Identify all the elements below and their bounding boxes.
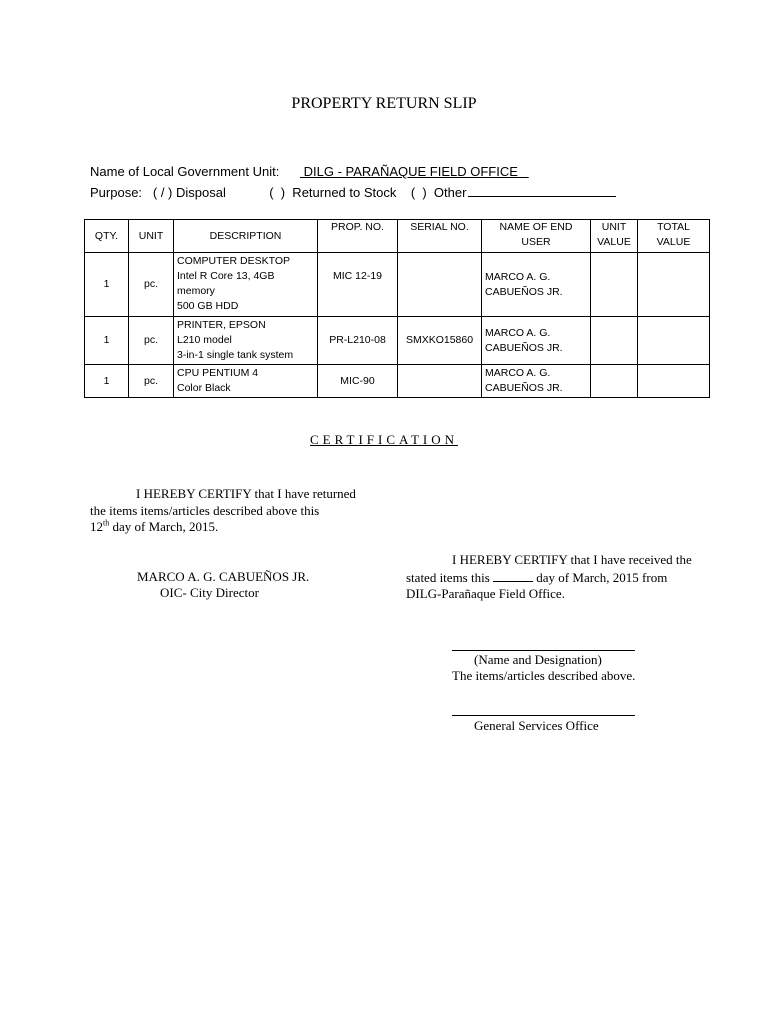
header-prop-no: PROP. NO.	[318, 220, 398, 253]
cert-left-line: I HEREBY CERTIFY that I have returned	[136, 486, 356, 501]
table-row	[85, 365, 710, 398]
purpose-other: ( ) Other	[410, 185, 467, 200]
cell-prop-no: MIC-90	[318, 365, 398, 398]
cell-total-value	[638, 365, 710, 398]
cell-end-user	[482, 317, 591, 365]
cert-right-line	[406, 569, 726, 587]
header-end-user: NAME OF END USER	[482, 220, 591, 253]
header-unit-value: UNIT VALUE	[591, 220, 638, 253]
purpose-label: Purpose:	[90, 185, 143, 200]
cert-right-line2-end: day of March, 2015 from	[533, 569, 668, 585]
cell-unit: pc.	[129, 365, 174, 398]
cell-prop-no: MIC 12-19	[318, 253, 398, 317]
purpose-returned-to-stock: ( ) Returned to Stock	[269, 185, 397, 200]
description-line: Color Black	[177, 382, 231, 394]
cell-end-user	[482, 365, 591, 398]
cert-left-line-rest: day of March, 2015.	[109, 519, 219, 534]
signer-name: MARCO A. G. CABUEÑOS JR.	[137, 569, 310, 584]
cell-prop-no: PR-L210-08	[318, 317, 398, 365]
cert-left-line	[90, 519, 390, 536]
received-day-blank	[493, 569, 533, 582]
cell-serial-no: SMXKO15860	[398, 317, 482, 365]
description-line: COMPUTER DESKTOP	[177, 255, 290, 267]
end-user-line: MARCO A. G.	[485, 326, 551, 339]
cell-unit-value	[591, 365, 638, 398]
cell-qty: 1	[85, 365, 129, 398]
cert-right-line: DILG-Parañaque Field Office.	[406, 586, 565, 601]
description-line: L210 model	[177, 334, 232, 346]
header-serial-no: SERIAL NO.	[398, 220, 482, 253]
cell-serial-no	[398, 253, 482, 317]
description-line: CPU PENTIUM 4	[177, 367, 259, 379]
purpose-disposal: ( / ) Disposal	[152, 185, 226, 200]
signer-title: OIC- City Director	[160, 585, 259, 600]
cell-description	[174, 317, 318, 365]
table-header-row	[85, 220, 710, 253]
header-description: DESCRIPTION	[174, 220, 318, 253]
document-title: PROPERTY RETURN SLIP	[291, 95, 477, 112]
end-user-line: CABUEÑOS JR.	[485, 382, 563, 394]
cell-unit-value	[591, 253, 638, 317]
cert-right-line: I HEREBY CERTIFY that I have received the	[452, 552, 692, 567]
cell-total-value	[638, 253, 710, 317]
cell-serial-no	[398, 365, 482, 398]
end-user-line: MARCO A. G.	[485, 367, 551, 379]
cert-day-suffix: th	[103, 518, 110, 528]
cell-unit-value	[591, 317, 638, 365]
description-line: Intel R Core 13, 4GB memory	[177, 270, 275, 297]
description-line: 500 GB HDD	[177, 300, 239, 312]
end-user-line: MARCO A. G.	[485, 270, 551, 283]
cell-qty: 1	[85, 317, 129, 365]
signature-line	[452, 650, 635, 651]
cell-total-value	[638, 317, 710, 365]
signature-line	[452, 715, 635, 716]
cert-left-line: the items items/articles described above this	[90, 502, 320, 518]
received-items-text: The items/articles described above.	[452, 668, 636, 683]
table-row	[85, 253, 710, 317]
description-line: PRINTER, EPSON	[177, 319, 266, 331]
general-services-office-label: General Services Office	[474, 718, 599, 733]
lgu-label: Name of Local Government Unit:	[90, 164, 280, 179]
certification-right-text	[406, 552, 726, 603]
cell-unit: pc.	[129, 253, 174, 317]
cell-end-user	[482, 253, 591, 317]
purpose-other-blank	[468, 183, 616, 197]
description-line: 3-in-1 single tank system	[177, 349, 294, 361]
lgu-value: DILG - PARAÑAQUE FIELD OFFICE	[300, 164, 529, 179]
certification-heading: CERTIFICATION	[310, 432, 458, 447]
table-row	[85, 317, 710, 365]
header-qty: QTY.	[85, 220, 129, 253]
header-total-value: TOTAL VALUE	[638, 220, 710, 253]
cell-qty: 1	[85, 253, 129, 317]
purpose-row	[90, 183, 616, 200]
cell-unit: pc.	[129, 317, 174, 365]
end-user-line: CABUEÑOS JR.	[485, 341, 563, 354]
cell-description	[174, 253, 318, 317]
header-unit: UNIT	[129, 220, 174, 253]
items-table	[84, 219, 710, 398]
cell-description	[174, 365, 318, 398]
cert-day: 12	[90, 519, 103, 534]
name-designation-label: (Name and Designation)	[474, 652, 602, 667]
end-user-line: CABUEÑOS JR.	[485, 285, 563, 298]
certification-left-text	[90, 486, 390, 536]
cert-right-line2-start: stated items this	[406, 569, 494, 585]
